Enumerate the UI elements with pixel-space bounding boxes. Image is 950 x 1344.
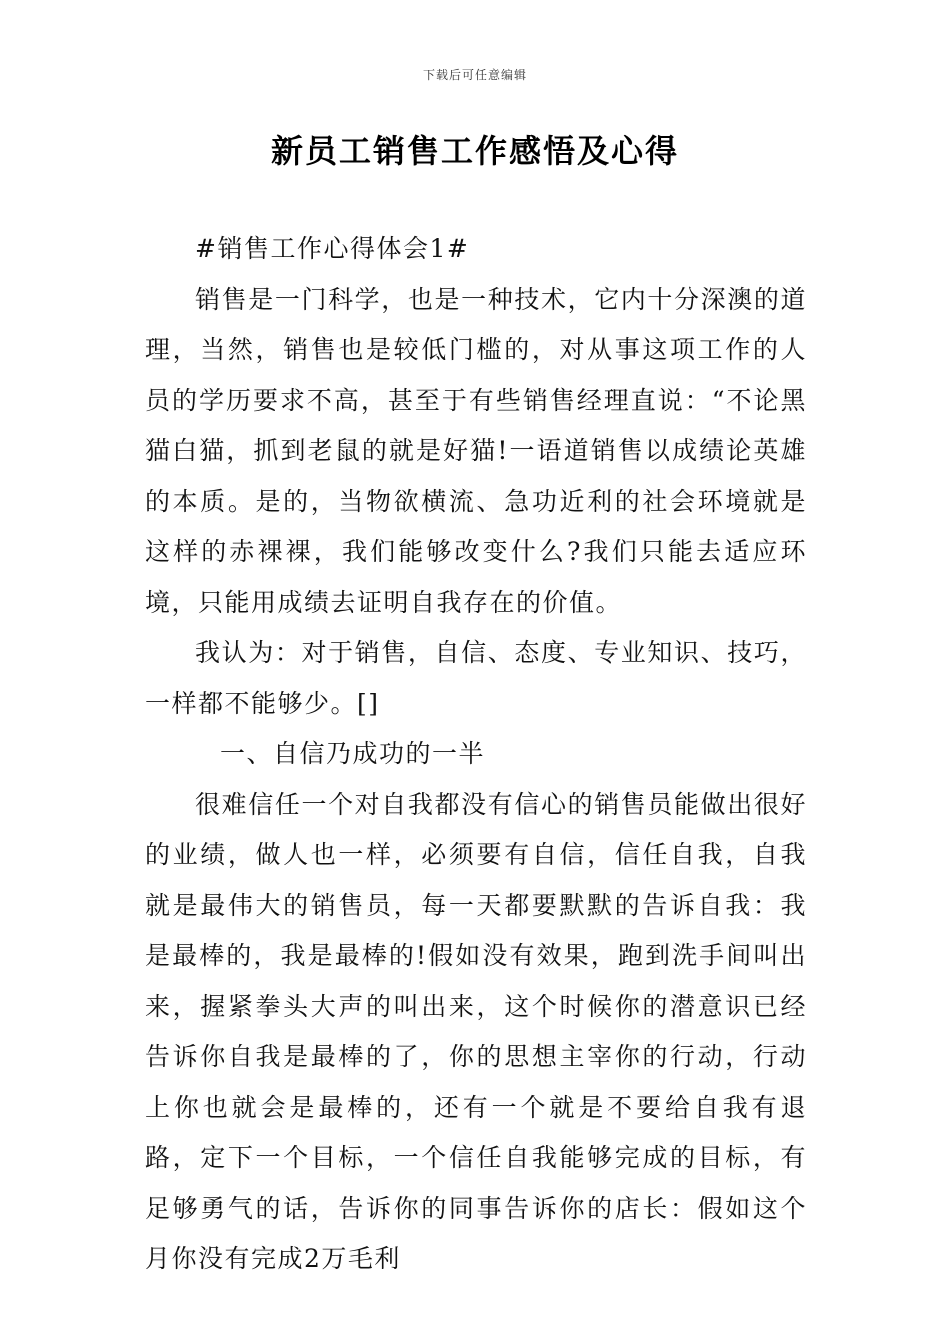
paragraph: 销售是一门科学，也是一种技术，它内十分深澳的道理，当然，销售也是较低门槛的，对从事这项工作的人员的学历要求不高，甚至于有些销售经理直说：“不论黑猫白猫，抓到老鼠的就是好猫!一语道销售以成绩论英雄的本质。是的，当物欲横流、急功近利的社会环境就是这样的赤裸裸，我们能够改变什么?我们只能去适应环境，只能用成绩去证明自我存在的价值。 [145, 284, 807, 617]
section-heading: 一、自信乃成功的一半 [220, 739, 486, 768]
paragraph: 很难信任一个对自我都没有信心的销售员能做出很好的业绩，做人也一样，必须要有自信，信任自我，自我就是最伟大的销售员，每一天都要默默的告诉自我：我是最棒的，我是最棒的!假如没有效果，跑到洗手间叫出来，握紧拳头大声的叫出来，这个时候你的潜意识已经告诉你自我是最棒的了，你的思想主宰你的行动，行动上你也就会是最棒的，还有一个就是不要给自我有退路，定下一个目标，一个信任自我能够完成的目标，有足够勇气的话，告诉你的同事告诉你的店长：假如这个月你没有完成2万毛利 [145, 789, 807, 1273]
paragraph: 我认为：对于销售，自信、态度、专业知识、技巧，一样都不能够少。[] [145, 638, 807, 718]
page-title: 新员工销售工作感悟及心得 [270, 132, 679, 170]
section-marker: #销售工作心得体会1# [195, 234, 470, 263]
document-body [145, 224, 807, 1285]
header-note: 下载后可任意编辑 [422, 68, 527, 82]
